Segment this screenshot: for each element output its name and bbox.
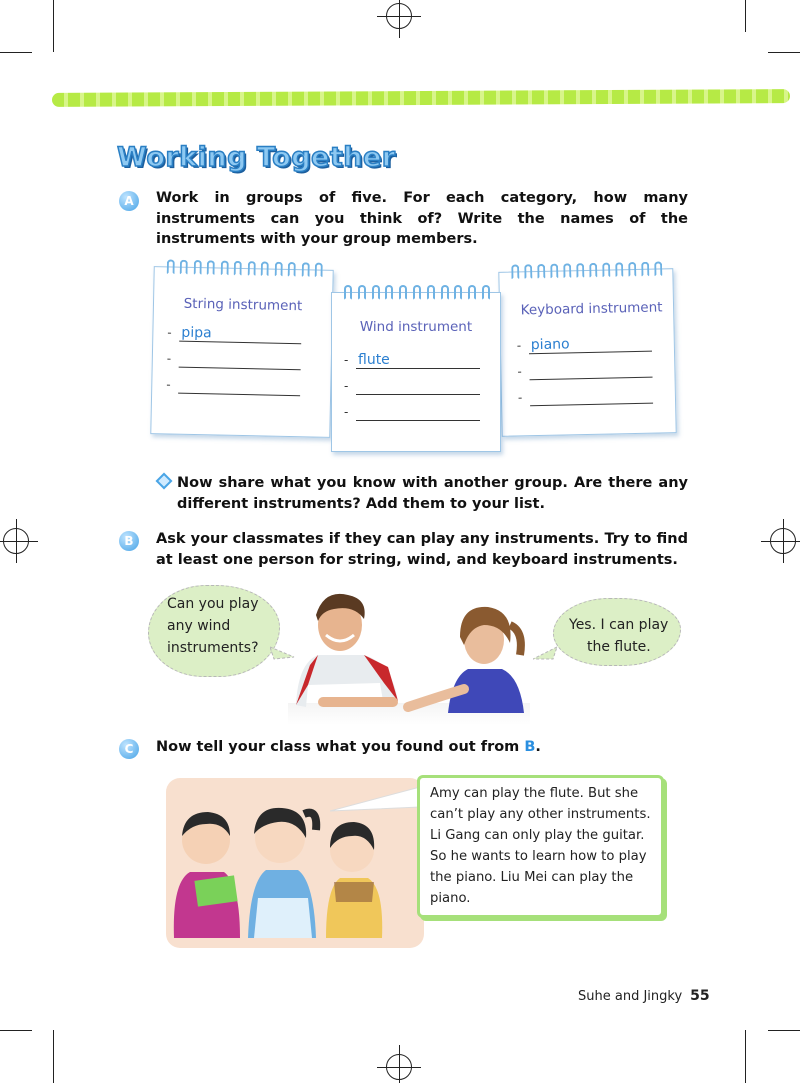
section-c-instruction <box>156 737 688 758</box>
crop-mark <box>0 1030 32 1031</box>
bubble-right-line: the flute. <box>587 639 651 655</box>
notepad-wind <box>331 292 501 452</box>
diamond-bullet-icon <box>156 473 173 490</box>
answer-line[interactable]: - flute <box>344 353 480 369</box>
registration-mark-icon <box>3 528 29 554</box>
crop-mark <box>745 1030 746 1083</box>
spiral-rings <box>167 259 323 278</box>
answer-line[interactable]: - <box>518 388 653 407</box>
page-title: Working Together <box>117 142 396 173</box>
crop-mark <box>768 1030 800 1031</box>
spiral-rings <box>344 285 490 301</box>
answer-text: flute <box>358 352 390 368</box>
answer-line[interactable]: - pipa <box>167 325 301 344</box>
answer-text: pipa <box>181 324 212 342</box>
bubble-left-line: instruments? <box>167 640 259 656</box>
notepad-title: String instrument <box>183 295 303 315</box>
bubble-left-line: Can you play <box>167 596 259 612</box>
bubble-left-line: any wind <box>167 618 231 634</box>
notepad-string <box>150 266 333 438</box>
share-instruction: Now share what you know with another group. Are there any different instruments? Add them to your list. <box>177 475 688 512</box>
registration-mark-icon <box>386 1054 412 1080</box>
story-text: Amy can play the flute. But she can’t play any other instruments. Li Gang can only play the guitar. So he wants to learn how to play the piano. Liu Mei can play the piano. <box>430 786 651 906</box>
book-title: Suhe and Jingky <box>578 989 683 1004</box>
bubble-tail-icon <box>533 645 559 663</box>
spiral-rings <box>511 261 662 280</box>
answer-line[interactable]: - <box>167 351 301 370</box>
section-c-period: . <box>535 739 541 755</box>
answer-line[interactable]: - <box>344 379 480 395</box>
crop-mark <box>53 0 54 52</box>
section-b-instruction: Ask your classmates if they can play any instruments. Try to find at least one person for string, wind, and keyboard instruments. <box>156 531 688 568</box>
registration-mark-icon <box>386 3 412 29</box>
answer-line[interactable]: - <box>344 405 480 421</box>
step-badge-a: A <box>119 191 139 211</box>
section-a-instruction: Work in groups of five. For each category, how many instruments can you think of? Write the names of the instruments with your group members. <box>156 190 688 247</box>
page-footer <box>578 988 710 1004</box>
notepad-keyboard <box>498 268 676 437</box>
answer-text: piano <box>530 336 570 354</box>
story-box <box>417 775 664 918</box>
answer-line[interactable]: - piano <box>517 336 652 355</box>
crop-mark <box>0 52 32 53</box>
top-decorative-band <box>52 89 790 107</box>
notepad-title: Keyboard instrument <box>520 299 663 319</box>
registration-mark-icon <box>770 528 796 554</box>
story-bubble-tail-icon <box>330 785 422 815</box>
answer-line[interactable]: - <box>166 377 300 396</box>
bubble-right-line: Yes. I can play <box>569 617 669 633</box>
students-photo <box>288 585 530 725</box>
section-c-text: Now tell your class what you found out from <box>156 739 525 755</box>
section-ref: B <box>524 739 536 755</box>
step-badge-c: C <box>119 739 139 759</box>
crop-mark <box>53 1030 54 1083</box>
step-badge-b: B <box>119 531 139 551</box>
answer-line[interactable]: - <box>517 362 652 381</box>
page-number: 55 <box>690 988 710 1004</box>
crop-mark <box>745 0 746 32</box>
notepad-title: Wind instrument <box>359 319 473 335</box>
crop-mark <box>768 52 800 53</box>
